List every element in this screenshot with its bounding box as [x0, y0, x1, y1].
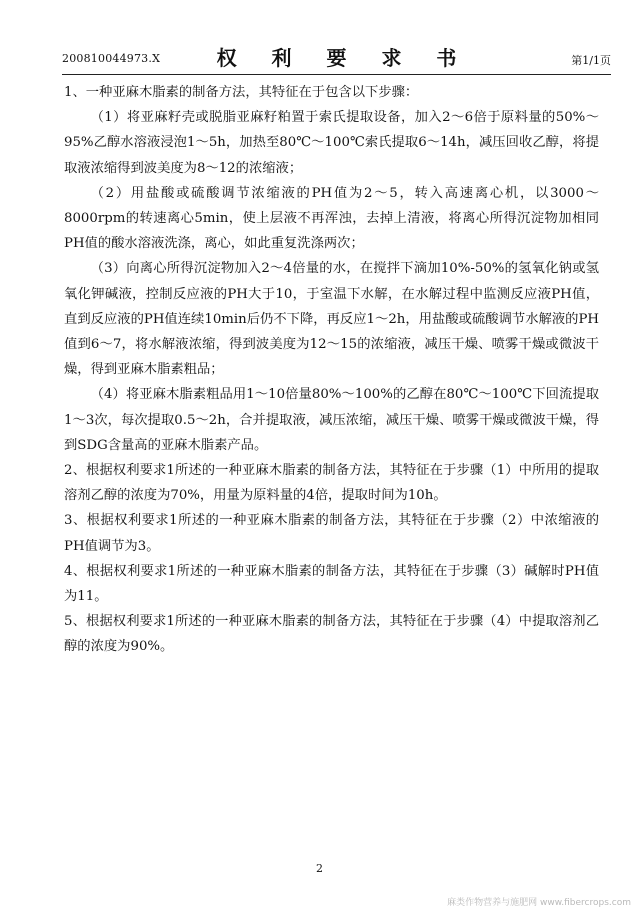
- claims-body: [64, 80, 599, 660]
- claim-4: 4、根据权利要求1所述的一种亚麻木脂素的制备方法，其特征在于步骤（3）碱解时PH值为11。: [64, 563, 599, 605]
- claim-1-step-3: （3）向离心所得沉淀物加入2～4倍量的水，在搅拌下滴加10%-50%的氢氧化钠或氢氧化钾碱液，控制反应液的PH大于10，于室温下水解，在水解过程中监测反应液PH值，直到反应液的PH值连续10min后仍不下降，再反应1～2h，用盐酸或硫酸调节水解液的PH值到6～7，将水解液浓缩，得到波美度为12～15的浓缩液，减压干燥、喷雾干燥或微波干燥，得到亚麻木脂素粗品；: [64, 261, 599, 378]
- claim-5: 5、根据权利要求1所述的一种亚麻木脂素的制备方法，其特征在于步骤（4）中提取溶剂乙醇的浓度为90%。: [64, 614, 599, 655]
- page-info: 第1/1页: [571, 54, 611, 67]
- page-header: [62, 38, 611, 75]
- page-number: 2: [316, 862, 323, 875]
- claim-1-step-4: （4）将亚麻木脂素粗品用1～10倍量80%～100%的乙醇在80℃～100℃下回流提取1～3次，每次提取0.5～2h，合并提取液，减压浓缩，减压干燥、喷雾干燥或微波干燥，得到SDG含量高的亚麻木脂素产品。: [64, 387, 599, 453]
- document-title: 权 利 要 求 书: [216, 46, 471, 70]
- claim-1-intro: 1、一种亚麻木脂素的制备方法，其特征在于包含以下步骤：: [64, 85, 419, 100]
- claim-1-step-2: （2）用盐酸或硫酸调节浓缩液的PH值为2～5，转入高速离心机，以3000～8000rpm的转速离心5min，使上层液不再浑浊，去掉上清液，将离心所得沉淀物加相同PH值的酸水溶液洗涤，离心，如此重复洗涤两次；: [64, 185, 599, 252]
- site-watermark: 麻类作物营养与施肥网 www.fibercrops.com: [447, 898, 631, 908]
- application-number: 200810044973.X: [62, 52, 161, 65]
- claim-1-step-1: （1）将亚麻籽壳或脱脂亚麻籽粕置于索氏提取设备，加入2～6倍于原料量的50%～95%乙醇水溶液浸泡1～5h，加热至80℃～100℃索氏提取6～14h，减压回收乙醇，将提取液浓缩得到波美度为8～12的浓缩液；: [64, 110, 599, 176]
- claim-3: 3、根据权利要求1所述的一种亚麻木脂素的制备方法，其特征在于步骤（2）中浓缩液的PH值调节为3。: [64, 513, 599, 554]
- claim-2: 2、根据权利要求1所述的一种亚麻木脂素的制备方法，其特征在于步骤（1）中所用的提取溶剂乙醇的浓度为70%，用量为原料量的4倍，提取时间为10h。: [64, 463, 599, 504]
